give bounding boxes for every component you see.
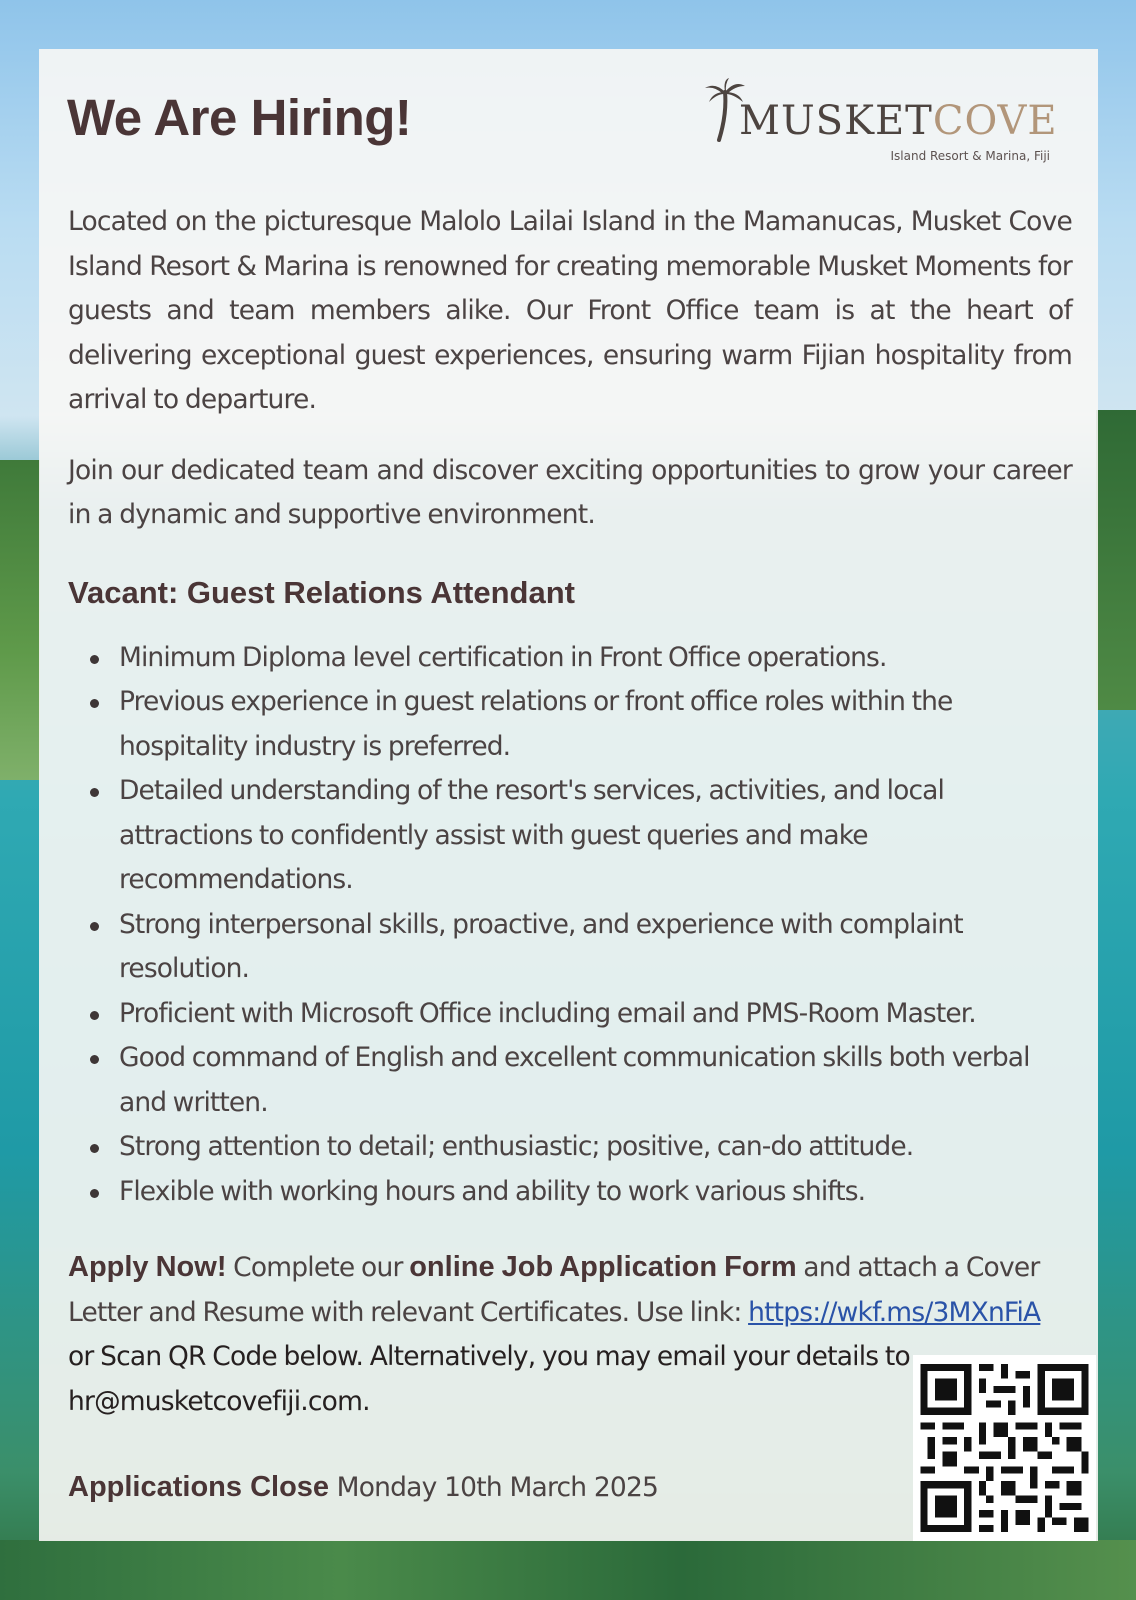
applications-close [68, 1465, 658, 1511]
intro-paragraph: Located on the picturesque Malolo Lailai Island in the Mamanucas, Musket Cove Island Resort & Marina is renowned for creating memorable Musket Moments for guests and team members alike. Our Front Office team is at the heart of delivering exceptional guest experiences, ensuring warm Fijian hospitality from arrival to departure. [68, 206, 1072, 415]
list-item: Detailed understanding of the resort's services, activities, and local attractions to confidently assist with guest queries and make recommendations. [68, 769, 1072, 903]
list-item: Good command of English and excellent communication skills both verbal and written. [68, 1036, 1072, 1125]
list-item: Minimum Diploma level certification in Front Office operations. [68, 636, 1072, 681]
close-label: Applications Close [68, 1471, 330, 1503]
application-link[interactable]: https://wkf.ms/3MXnFiA [748, 1296, 1041, 1328]
contact-email[interactable]: hr@musketcovefiji.com. [68, 1385, 370, 1417]
list-item: Flexible with working hours and ability to work various shifts. [68, 1170, 1072, 1215]
qr-code-icon [913, 1355, 1096, 1541]
apply-text-1: Complete our [233, 1252, 403, 1283]
background-trees-left [0, 460, 40, 780]
vacancy-title: Vacant: Guest Relations Attendant [68, 574, 575, 610]
logo-word-musket: MUSKET [739, 98, 933, 144]
logo-word-cove: COVE [932, 98, 1058, 144]
list-item: Previous experience in guest relations or front office roles within the hospitality industry is preferred. [68, 680, 1072, 769]
qr-code[interactable] [913, 1355, 1096, 1541]
list-item: Strong interpersonal skills, proactive, and experience with complaint resolution. [68, 903, 1072, 992]
main-content [68, 200, 1072, 1214]
logo-wordmark [739, 98, 1058, 144]
close-date: Monday 10th March 2025 [336, 1472, 659, 1503]
join-paragraph: Join our dedicated team and discover exciting opportunities to grow your career in a dynamic and supportive environment. [68, 454, 1072, 530]
list-item: Proficient with Microsoft Office including email and PMS-Room Master. [68, 992, 1072, 1037]
application-form-label: online Job Application Form [409, 1251, 797, 1283]
page-title: We Are Hiring! [67, 89, 412, 146]
background-palms-bottom [0, 1540, 1136, 1600]
logo-tagline: Island Resort & Marina, Fiji [890, 149, 1050, 163]
musket-cove-logo [705, 78, 1058, 168]
requirements-list [68, 636, 1072, 1215]
apply-text-2: and attach a Cover Letter and Resume with relevant Certificates. Use link: [68, 1252, 1040, 1328]
apply-text-3: or Scan QR Code below. Alternatively, you may email your details to [68, 1341, 910, 1372]
list-item: Strong attention to detail; enthusiastic; positive, can-do attitude. [68, 1125, 1072, 1170]
apply-now-label: Apply Now! [68, 1251, 227, 1283]
background-trees-right [1096, 410, 1136, 710]
